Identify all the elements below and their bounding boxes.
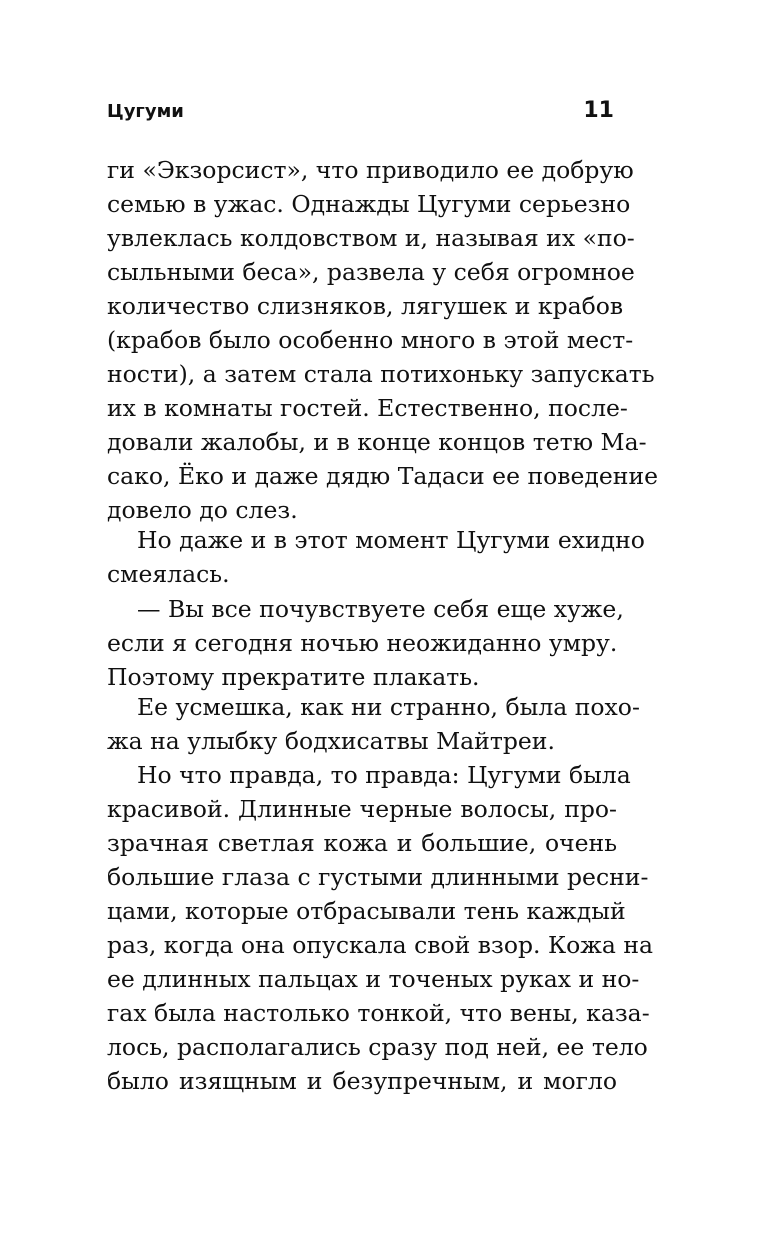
text-line: Поэтому прекратите плакать. [107, 663, 480, 691]
text-line: довело до слез. [107, 496, 298, 524]
text-line: сако, Ёко и даже дядю Тадаси ее поведение [107, 462, 659, 490]
text-line: раз, когда она опускала свой взор. Кожа на [107, 931, 654, 959]
text-line: семью в ужас. Однажды Цугуми серьезно [107, 190, 631, 218]
text-line: большие глаза с густыми длинными ресни- [107, 863, 649, 891]
text-line: Ее усмешка, как ни странно, была похо- [137, 693, 640, 721]
text-line: их в комнаты гостей. Естественно, после- [107, 394, 628, 422]
text-line: зрачная светлая кожа и большие, очень [107, 829, 617, 857]
text-line: цами, которые отбрасывали тень каждый [107, 897, 626, 925]
text-line: (крабов было особенно много в этой мест- [107, 326, 634, 354]
text-line: увлеклась колдовством и, называя их «по- [107, 224, 635, 252]
text-line: было изящным и безупречным, и могло [107, 1067, 617, 1095]
text-line: гах была настолько тонкой, что вены, каза- [107, 999, 650, 1027]
text-line: жа на улыбку бодхисатвы Майтреи. [107, 727, 555, 755]
text-line: — Вы все почувствуете себя еще хуже, [137, 595, 624, 623]
text-line: смеялась. [107, 560, 230, 588]
text-line: Но даже и в этот момент Цугуми ехидно [137, 526, 645, 554]
text-line: ги «Экзорсист», что приводило ее добрую [107, 156, 634, 184]
text-line: количество слизняков, лягушек и крабов [107, 292, 624, 320]
text-line: если я сегодня ночью неожиданно умру. [107, 629, 618, 657]
text-line: лось, располагались сразу под ней, ее тело [107, 1033, 648, 1061]
text-line: красивой. Длинные черные волосы, про- [107, 795, 617, 823]
text-line: сыльными беса», развела у себя огромное [107, 258, 635, 286]
page-number: 11 [583, 98, 614, 123]
running-head-title: Цугуми [107, 101, 184, 122]
text-line: довали жалобы, и в конце концов тетю Ма- [107, 428, 647, 456]
text-line: ее длинных пальцах и точеных руках и но- [107, 965, 640, 993]
text-line: Но что правда, то правда: Цугуми была [137, 761, 631, 789]
text-line: ности), а затем стала потихоньку запускать [107, 360, 655, 388]
